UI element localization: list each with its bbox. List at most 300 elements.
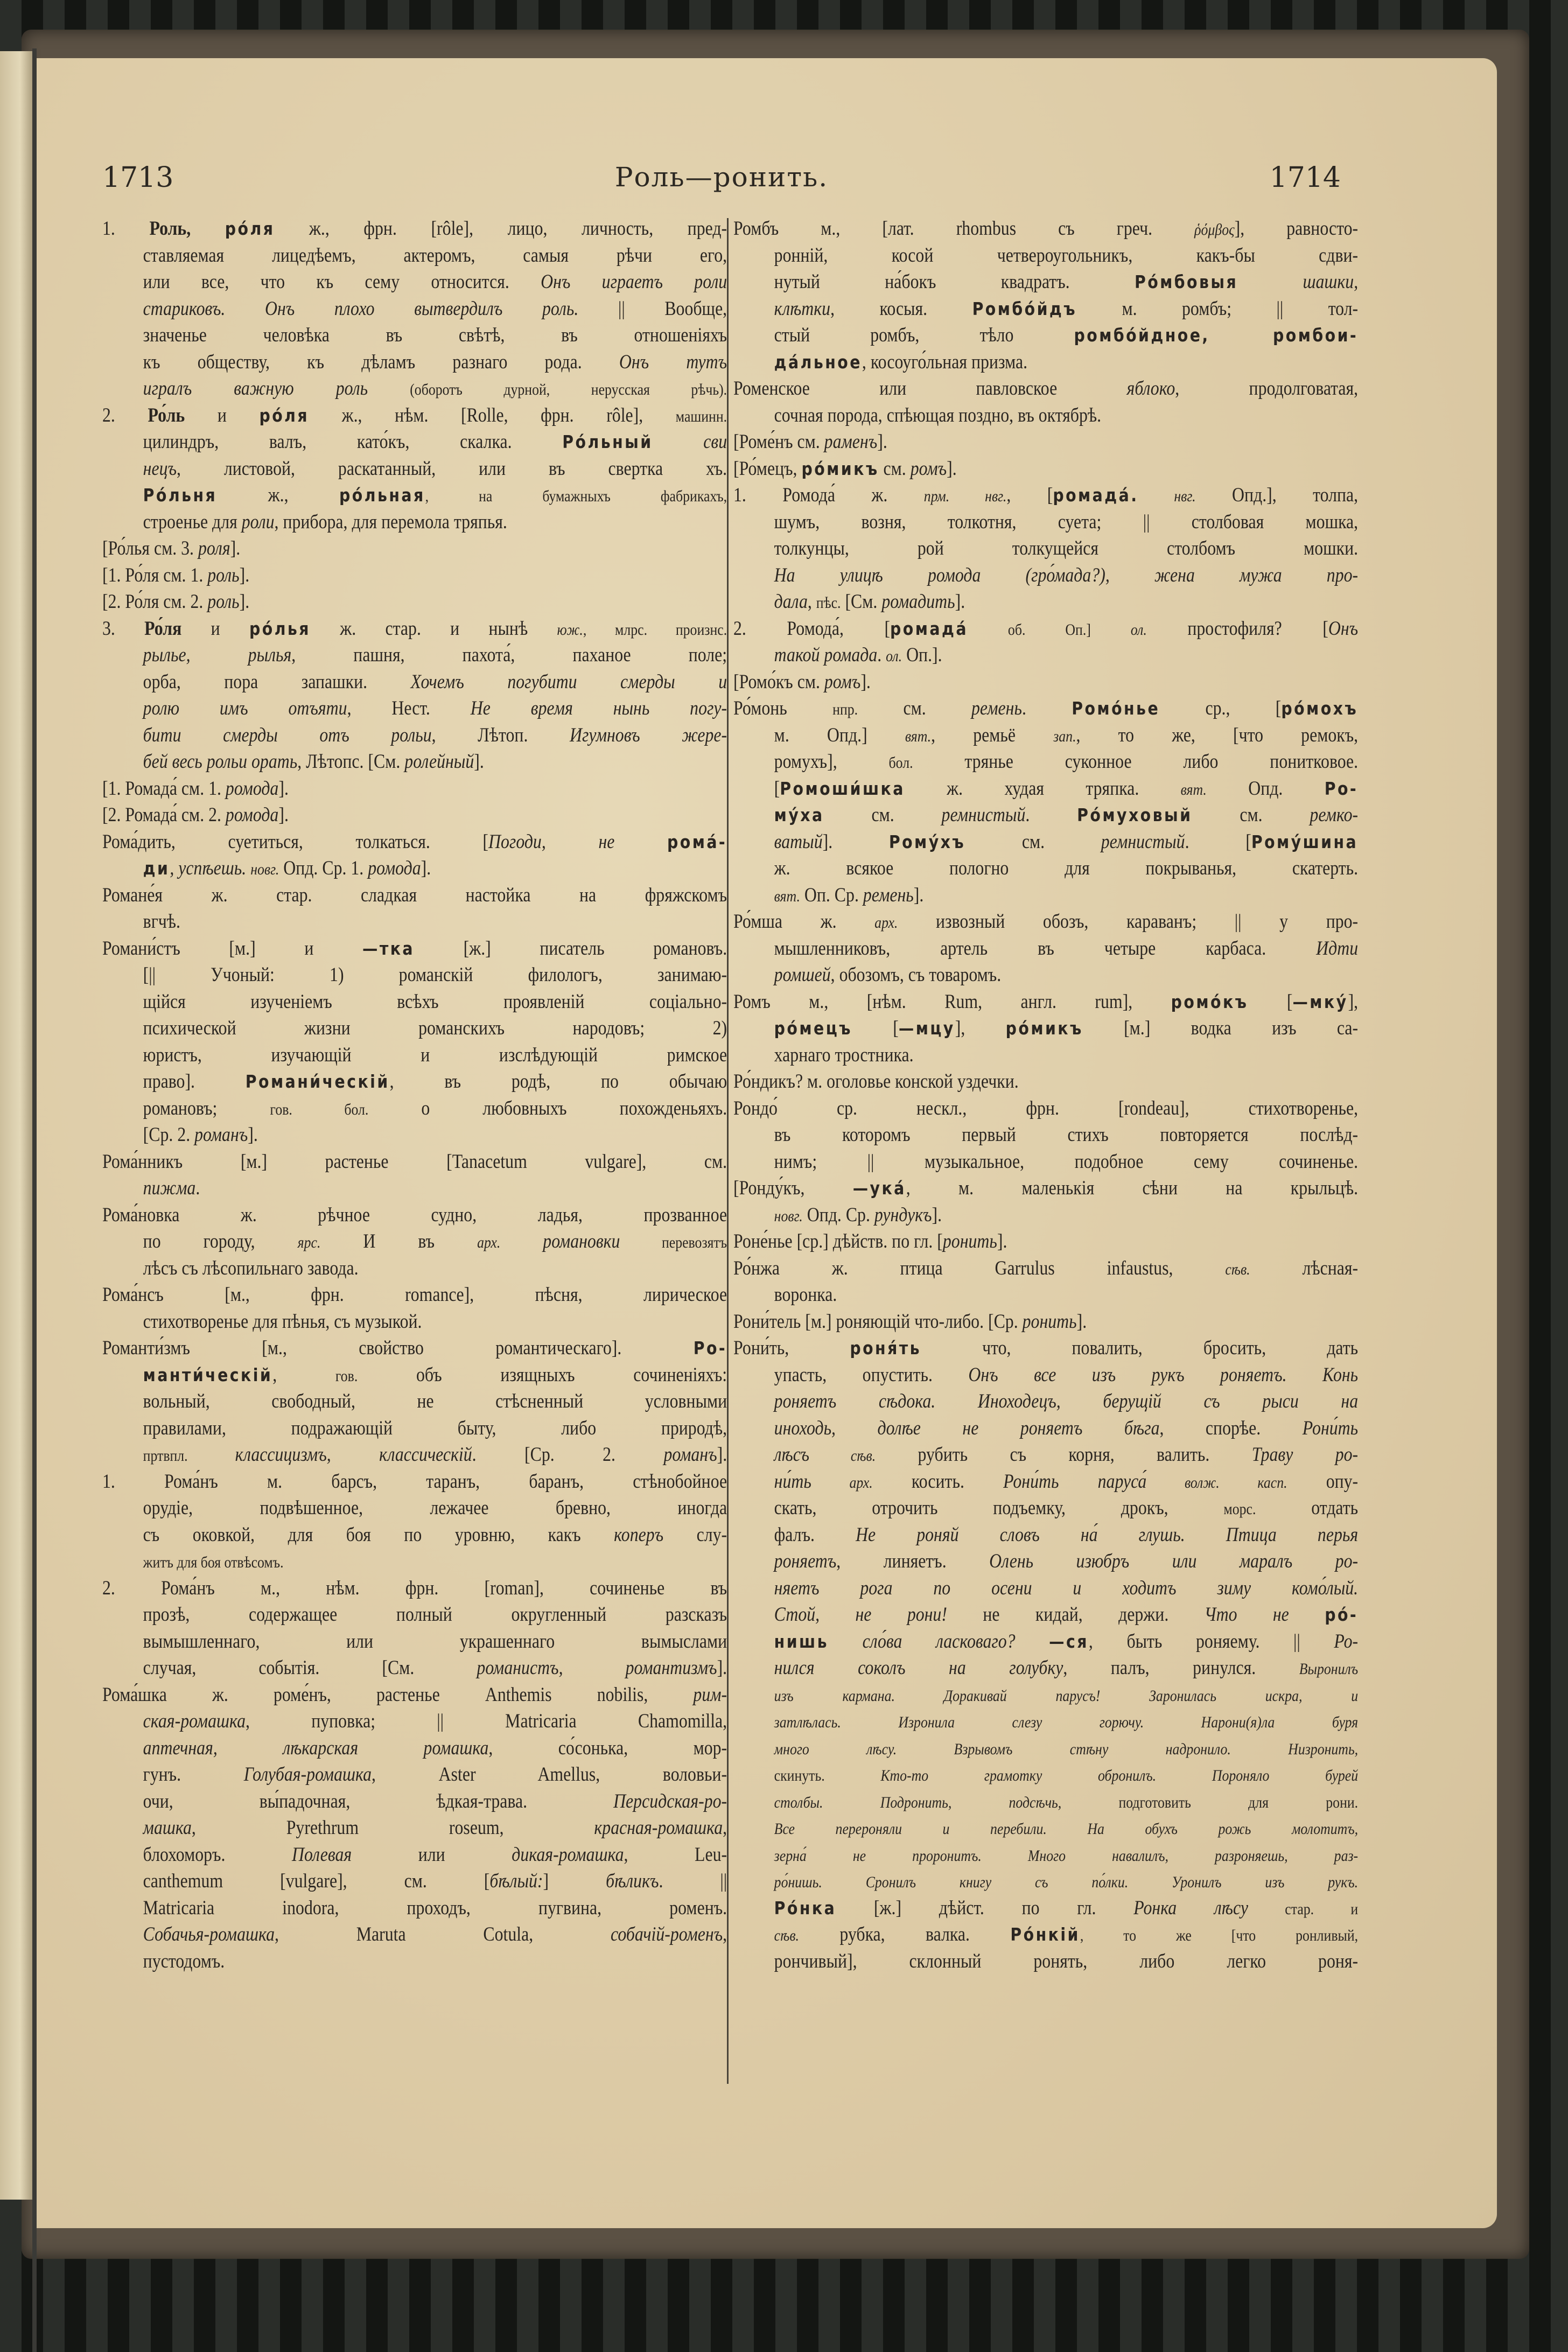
- text-span: ромбо́йдное, ромбои-: [1074, 325, 1359, 346]
- text-span: 1. Рома́нъ м. барсъ, таранъ, баранъ, стѣнобойное: [102, 1470, 727, 1493]
- entry-line: [102, 1468, 727, 1495]
- text-span: —ука́: [852, 1178, 906, 1199]
- text-span: [: [774, 777, 780, 800]
- text-span: ни́ть: [774, 1470, 811, 1493]
- text-span: пртвпл.: [143, 1447, 235, 1465]
- text-span: скинуть.: [774, 1767, 881, 1784]
- text-span: , Maruta Cotula,: [275, 1923, 611, 1945]
- text-span: арх.: [477, 1234, 501, 1251]
- text-span: Ро́нкій: [1010, 1924, 1080, 1945]
- text-span: по городу,: [143, 1230, 298, 1252]
- entry-line: [102, 1495, 727, 1522]
- text-span: ромода: [225, 777, 279, 800]
- text-span: , косыя.: [830, 297, 972, 320]
- text-span: яблоко: [1126, 377, 1175, 400]
- entry-line: [733, 1068, 1358, 1095]
- entry-line: [102, 1441, 727, 1468]
- entry-line: [102, 1202, 727, 1229]
- entry-line: [102, 269, 727, 296]
- text-span: , ремьё: [931, 724, 1054, 746]
- text-span: Траву ро-: [1251, 1444, 1359, 1466]
- text-span: Опд.], толпа,: [1195, 484, 1359, 506]
- text-span: клѣтки: [774, 297, 831, 320]
- text-span: ж. худая тряпка.: [905, 777, 1181, 800]
- text-span: Matricaria inodora, проходъ, пугвина, роменъ.: [143, 1896, 727, 1919]
- text-span: Ромъ м., [нѣм. Rum, англ. rum],: [733, 990, 1171, 1013]
- text-span: Опд.: [1206, 777, 1325, 800]
- text-span: [Ср. 2.: [143, 1124, 195, 1146]
- text-span: —тка: [362, 937, 415, 959]
- entry-line: [733, 1175, 1358, 1202]
- text-span: , м. маленькія сѣни на крыльцѣ.: [906, 1177, 1359, 1199]
- text-span: ромо́къ: [1171, 991, 1249, 1012]
- entry-line: [102, 802, 727, 829]
- entry-line: [102, 1522, 727, 1549]
- entry-line: [733, 855, 1358, 882]
- text-span: Рома́дить, суетиться, толкаться. [: [102, 830, 489, 853]
- text-span: стар. и: [1248, 1900, 1359, 1918]
- entry-line: [733, 1788, 1358, 1815]
- text-span: , Aster Amellus, воловьи-: [372, 1763, 727, 1786]
- entry-line: [733, 322, 1358, 349]
- entry-line: [102, 1708, 727, 1735]
- text-span: ро́ля: [225, 218, 275, 239]
- text-span: вгчѣ.: [143, 911, 181, 933]
- text-span: нился соколъ на голубку: [774, 1657, 1063, 1679]
- entry-line: [733, 1575, 1358, 1602]
- entry-line: [733, 669, 1358, 696]
- text-span: да́льное: [774, 351, 862, 373]
- text-span: , Лѣтопс. [См.: [297, 751, 405, 773]
- text-span: ,: [272, 1363, 335, 1386]
- entry-line: [733, 1122, 1358, 1149]
- text-span: къ обществу, къ дѣламъ разнаго рода.: [143, 351, 619, 373]
- text-span: см.: [965, 830, 1101, 853]
- entry-line: [733, 748, 1358, 775]
- entry-line: [733, 482, 1358, 509]
- text-span: бѣликъ: [606, 1870, 659, 1892]
- text-span: . [: [1185, 830, 1251, 853]
- text-span: ж. стар. и нынѣ: [310, 617, 557, 640]
- entry-line: [102, 1068, 727, 1095]
- text-span: Ро-: [1324, 778, 1359, 799]
- entry-line: [733, 269, 1358, 296]
- text-span: гов.: [335, 1367, 358, 1385]
- text-span: пижма: [143, 1177, 196, 1199]
- text-span: , со́сонька, мор-: [488, 1737, 727, 1759]
- text-span: упасть, опустить.: [774, 1363, 969, 1386]
- text-span: щійся изученіемъ всѣхъ проявленій соціально-: [143, 990, 727, 1013]
- text-span: Ромбо́йдъ: [972, 298, 1077, 319]
- text-span: ромода: [225, 804, 279, 826]
- entry-line: [733, 802, 1358, 829]
- text-span: ромадить: [881, 591, 955, 613]
- text-span: рубить съ корня, валить.: [876, 1444, 1252, 1466]
- text-span: [ж.] дѣйст. по гл.: [836, 1896, 1134, 1919]
- text-span: Онъ тутъ: [619, 351, 727, 373]
- text-span: ].: [717, 1657, 727, 1679]
- entry-line: [733, 242, 1358, 269]
- text-span: столбы. Подронить, подсѣчь,: [774, 1793, 1062, 1811]
- text-span: ]: [543, 1870, 606, 1892]
- text-span: отдать: [1256, 1497, 1359, 1519]
- entry-line: [102, 1015, 727, 1042]
- text-span: Ромбъ м., [лат. rhombus съ греч.: [733, 218, 1195, 240]
- entry-line: [102, 1761, 727, 1788]
- text-span: косить.: [872, 1470, 1004, 1493]
- entry-line: [733, 349, 1358, 376]
- text-span: романовъ;: [143, 1097, 270, 1119]
- text-span: , палъ, ринулся.: [1063, 1657, 1299, 1679]
- text-span: ронить: [1022, 1310, 1077, 1333]
- text-span: нутый на́бокъ квадратъ.: [774, 271, 1135, 293]
- entry-line: [102, 1255, 727, 1282]
- entry-line: [102, 642, 727, 669]
- text-span: Роль,: [149, 218, 225, 240]
- text-span: орба, пора запашки.: [143, 670, 411, 693]
- entry-line: [733, 1522, 1358, 1549]
- text-span: Олень изюбръ или маралъ ро-: [989, 1550, 1359, 1572]
- text-span: —мку́: [1292, 991, 1348, 1012]
- text-span: ремень: [863, 884, 914, 906]
- text-span: классицизмъ, классическій: [235, 1444, 472, 1466]
- entry-line: [102, 456, 727, 482]
- entry-line: [733, 429, 1358, 456]
- text-span: Не время нынь погу-: [470, 697, 727, 719]
- text-span: ромода: [368, 857, 421, 879]
- text-span: , быть роняему. ||: [1088, 1630, 1334, 1653]
- text-span: Ро́льный: [562, 431, 653, 452]
- entry-line: [733, 1761, 1358, 1788]
- text-span: волж. касп.: [1146, 1473, 1287, 1492]
- entry-line: [102, 1815, 727, 1842]
- text-span: пустодомъ.: [143, 1950, 225, 1972]
- text-span: сѣв.: [809, 1447, 876, 1465]
- text-span: , то же [что ронливый,: [1080, 1927, 1359, 1944]
- entry-line: [733, 1682, 1358, 1709]
- entry-line: [102, 1868, 727, 1895]
- text-span: [|| Учоный: 1) романскій филологъ, занимаю-: [143, 964, 727, 986]
- text-span: Рони́ть: [1302, 1417, 1359, 1439]
- text-span: ро́мохъ: [1281, 698, 1359, 719]
- text-span: такой ромада: [774, 644, 878, 666]
- text-span: Оп. Ср.: [800, 884, 863, 906]
- text-span: . [Ср. 2.: [472, 1444, 664, 1466]
- text-span: ж., фрн. [rôle], лицо, личность, пред-: [275, 218, 727, 240]
- text-span: сочная порода, спѣющая поздно, въ октябрѣ.: [774, 404, 1102, 426]
- text-span: ].: [248, 1124, 258, 1146]
- text-span: Романти́змъ [м., свойство романтическаго].: [102, 1337, 694, 1359]
- text-span: ронить: [942, 1230, 997, 1252]
- text-span: Рому́шина: [1251, 831, 1359, 852]
- text-span: [См.: [841, 591, 882, 613]
- text-span: Что не: [1204, 1604, 1325, 1626]
- text-span: дала: [774, 591, 808, 613]
- text-span: Романи́стъ [м.] и: [102, 937, 362, 960]
- text-span: Все перероняли и перебили. На обухъ рожь молотитъ,: [774, 1820, 1359, 1838]
- text-span: шумъ, возня, толкотня, суета; || столбовая мошка,: [774, 510, 1359, 533]
- text-span: ро́льная: [339, 485, 425, 506]
- text-span: нимъ; || музыкальное, подобное сему сочиненье.: [774, 1150, 1359, 1173]
- text-span: ярс.: [297, 1234, 321, 1251]
- entry-line: [733, 562, 1358, 589]
- text-span: , Нест.: [347, 697, 471, 719]
- text-span: ромшей: [774, 964, 831, 986]
- text-span: ромада́.: [1053, 485, 1139, 506]
- text-span: машка: [143, 1817, 192, 1839]
- text-span: вольный, свободный, не стѣсненный условными: [143, 1390, 727, 1412]
- text-span: вят.: [905, 727, 932, 745]
- text-span: Полевая: [292, 1843, 352, 1866]
- text-span: бѣлый:: [489, 1870, 543, 1892]
- page-number-right: 1714: [1269, 162, 1341, 194]
- text-span: Выронилъ: [1299, 1660, 1359, 1678]
- text-span: , обозомъ, съ товаромъ.: [830, 964, 1002, 986]
- text-span: значенье человѣка въ свѣтѣ, въ отношеніяхъ: [143, 324, 727, 346]
- entry-line: [733, 1335, 1358, 1362]
- entry-line: [102, 1788, 727, 1815]
- text-span: лѣсъ съ лѣсопильнаго завода.: [143, 1257, 359, 1279]
- entry-line: [733, 695, 1358, 722]
- text-span: житъ для боя отвѣсомъ.: [143, 1553, 284, 1571]
- text-span: [Роме́нъ см.: [733, 431, 824, 453]
- entry-line: [733, 1362, 1358, 1389]
- entry-line: [733, 589, 1358, 615]
- right-column: [733, 215, 1358, 1975]
- text-span: роня́ть: [850, 1338, 922, 1359]
- entry-line: [733, 935, 1358, 962]
- text-span: романъ: [194, 1124, 248, 1146]
- entry-line: [102, 1415, 727, 1442]
- text-span: ж.,: [217, 484, 340, 506]
- text-span: роняетъ: [774, 1550, 837, 1572]
- text-span: ].: [997, 1230, 1007, 1252]
- text-span: 2. Ромода́, [: [733, 617, 891, 640]
- text-span: Рони́ть паруса́: [1003, 1470, 1147, 1493]
- text-span: Ронка лѣсу: [1133, 1896, 1249, 1919]
- text-span: Ро́ндикъ? м. оголовье конской уздечки.: [733, 1070, 1019, 1093]
- text-span: , въ родѣ, по обычаю: [389, 1070, 727, 1093]
- entry-line: [733, 375, 1358, 402]
- entry-line: [733, 1282, 1358, 1308]
- entry-line: [102, 322, 727, 349]
- text-span: харнаго тростника.: [774, 1044, 914, 1066]
- text-span: Ро́ль: [148, 404, 218, 426]
- text-span: очи, вы́падочная, ѣдкая-трава.: [143, 1790, 614, 1812]
- text-span: Ро́монь: [733, 697, 833, 719]
- text-span: бол.: [888, 754, 913, 772]
- entry-line: [102, 1655, 727, 1682]
- text-span: рылье, рылья: [143, 644, 292, 666]
- text-span: и: [211, 617, 249, 640]
- text-span: арх.: [874, 914, 898, 932]
- entry-line: [102, 962, 727, 989]
- entry-line: [102, 1948, 727, 1975]
- text-span: воронка.: [774, 1284, 837, 1306]
- text-span: объ изящныхъ сочиненіяхъ:: [358, 1363, 727, 1386]
- text-span: вят.: [774, 887, 800, 905]
- text-span: ромада́: [890, 618, 968, 639]
- previous-page-edge: [0, 51, 33, 2200]
- text-span: Рома́шка ж. роме́нъ, растенье Anthemis nobilis,: [102, 1683, 694, 1706]
- entry-line: [733, 296, 1358, 323]
- text-span: ].: [877, 431, 887, 453]
- text-span: что, повалить, бросить, дать: [921, 1337, 1359, 1359]
- text-span: , Лѣтоп.: [431, 724, 570, 746]
- text-span: ватый: [774, 830, 823, 853]
- entry-line: [102, 1282, 727, 1308]
- text-span: ская-ромашка: [143, 1710, 246, 1732]
- text-span: рончивый], склонный ронять, либо легко роня-: [774, 1950, 1359, 1972]
- text-span: ставляемая лицедѣемъ, актеромъ, самыя рѣчи его,: [143, 244, 727, 267]
- entry-line: [102, 1042, 727, 1069]
- text-span: ро́лья: [249, 618, 311, 639]
- text-span: ].: [239, 564, 250, 586]
- entry-line: [102, 1149, 727, 1175]
- text-span: романъ: [663, 1444, 717, 1466]
- text-span: Ро́муховый: [1077, 804, 1193, 825]
- text-span: няетъ рога по осени и ходитъ зиму комо́лый.: [774, 1577, 1359, 1599]
- text-span: .: [877, 644, 886, 666]
- text-span: .: [195, 1177, 200, 1199]
- text-span: ролейный: [404, 751, 474, 773]
- entry-line: [102, 429, 727, 456]
- entry-line: [733, 1895, 1358, 1922]
- text-span: [Ромо́къ см.: [733, 670, 824, 693]
- entry-line: [733, 615, 1358, 642]
- text-span: Онъ: [1328, 617, 1359, 640]
- text-span: толкунцы, рой толкущейся столбомъ мошки.: [774, 537, 1359, 559]
- entry-line: [733, 1202, 1358, 1229]
- entry-line: [733, 882, 1358, 909]
- text-span: или все, что къ сему относится.: [143, 271, 541, 293]
- text-span: [2. Ро́ля см. 2.: [102, 591, 208, 613]
- text-span: ремнистый: [1101, 830, 1185, 853]
- text-span: му́ха: [774, 804, 824, 825]
- entry-line: [733, 1601, 1358, 1628]
- text-span: морс.: [1223, 1500, 1256, 1518]
- text-span: лѣсная-: [1250, 1257, 1359, 1279]
- text-span: [ж.] писатель романовъ.: [415, 937, 727, 960]
- text-span: и: [217, 404, 260, 426]
- text-span: гунъ.: [143, 1763, 244, 1786]
- text-span: лѣсъ: [774, 1444, 809, 1466]
- entry-line: [102, 1388, 727, 1415]
- text-span: [1. Ро́ля см. 1.: [102, 564, 208, 586]
- text-span: , успѣешь.: [170, 857, 251, 879]
- text-span: красная-ромашка: [594, 1817, 723, 1839]
- text-span: юристъ, изучающій и изслѣдующій римское: [143, 1044, 727, 1066]
- entry-line: [102, 482, 727, 509]
- text-span: Опд. Ср. 1.: [279, 857, 368, 879]
- text-span: ].: [947, 457, 957, 480]
- entry-line: [102, 748, 727, 775]
- entry-line: [102, 1921, 727, 1948]
- text-span: ].: [1076, 1310, 1087, 1333]
- entry-line: [102, 562, 727, 589]
- text-span: строенье для: [143, 510, 242, 533]
- text-span: ].: [474, 751, 484, 773]
- text-span: , листовой, раскатанный, или въ свертка хъ.: [177, 457, 727, 480]
- entry-line: [733, 1095, 1358, 1122]
- entry-line: [733, 1228, 1358, 1255]
- text-span: право].: [143, 1070, 246, 1093]
- text-span: ромухъ],: [774, 751, 889, 773]
- text-span: ].: [278, 804, 289, 826]
- text-span: мышленниковъ, артель въ четыре карбаса.: [774, 937, 1317, 960]
- entry-line: [733, 509, 1358, 536]
- text-span: Онъ играетъ роли: [541, 271, 727, 293]
- text-span: . ||: [659, 1870, 727, 1892]
- text-span: изъ кармана. Доракивай парусъ! Заронилась искра, и: [774, 1686, 1359, 1705]
- entry-line: [733, 908, 1358, 935]
- text-span: ], равносто-: [1234, 218, 1359, 240]
- text-span: сѣв.: [774, 1927, 799, 1944]
- entry-line: [733, 1441, 1358, 1468]
- text-span: Ромо́нье: [1072, 698, 1160, 719]
- page-spine: [32, 48, 37, 2352]
- text-span: И въ: [320, 1230, 478, 1252]
- text-span: Ро-: [693, 1338, 727, 1359]
- text-span: цилиндръ, валъ, като́къ, скалка.: [143, 431, 563, 453]
- text-span: арх.: [811, 1473, 873, 1492]
- text-span: Ро́льня: [143, 485, 218, 506]
- text-span: 2. Рома́нъ м., нѣм. фрн. [roman], сочиненье въ: [102, 1577, 727, 1599]
- text-span: роняетъ сѣдока. Иноходецъ, берущій съ рыси на: [774, 1390, 1359, 1412]
- entry-line: [733, 1468, 1358, 1495]
- entry-line: [733, 1868, 1358, 1895]
- text-span: Рома́новка ж. рѣчное судно, ладья, прозванное: [102, 1203, 727, 1226]
- text-span: опу-: [1287, 1470, 1359, 1493]
- text-span: нвг.: [1138, 487, 1196, 505]
- text-span: зап.: [1053, 727, 1076, 745]
- text-span: бей весь рольи орать: [143, 751, 298, 773]
- text-span: бити смерды отъ рольи: [143, 724, 432, 746]
- text-span: , млрс. произнс.: [583, 620, 727, 639]
- text-span: , спорѣе.: [1159, 1417, 1303, 1439]
- text-span: 2.: [102, 404, 148, 426]
- text-span: не кидай, держи.: [947, 1604, 1205, 1626]
- entry-line: [733, 829, 1358, 856]
- text-span: .: [1021, 697, 1072, 719]
- text-span: , косоуго́льная призма.: [862, 351, 1028, 373]
- text-span: ].: [421, 857, 431, 879]
- entry-line: [102, 1682, 727, 1709]
- entry-line: [102, 669, 727, 696]
- text-span: стый ромбъ, тѣло: [774, 324, 1074, 346]
- text-span: 1.: [102, 218, 150, 240]
- text-span: Рома́нсъ [м., фрн. romance], пѣсня, лирическое: [102, 1284, 727, 1306]
- text-span: Ро́мша ж.: [733, 911, 875, 933]
- text-span: Погоди, не: [488, 830, 667, 853]
- entry-line: [102, 935, 727, 962]
- entry-line: [733, 1388, 1358, 1415]
- entry-line: [733, 1415, 1358, 1442]
- entry-line: [733, 1308, 1358, 1335]
- page-header: [102, 162, 1341, 205]
- entry-line: [102, 1575, 727, 1602]
- text-span: коперъ: [614, 1523, 664, 1546]
- text-span: роля: [198, 537, 230, 559]
- text-span: Собачья-ромашка: [143, 1923, 275, 1945]
- text-span: Онъ все изъ рукъ роняетъ. Конь: [968, 1363, 1359, 1386]
- entry-line: [102, 1362, 727, 1389]
- entry-line: [102, 1895, 727, 1922]
- column-divider: [727, 218, 729, 2084]
- text-span: зерна́ не проронитъ. Много навалилъ, разроняешь, раз-: [774, 1846, 1359, 1865]
- text-span: , продолговатая,: [1175, 377, 1359, 400]
- text-span: Роменское или павловское: [733, 377, 1127, 400]
